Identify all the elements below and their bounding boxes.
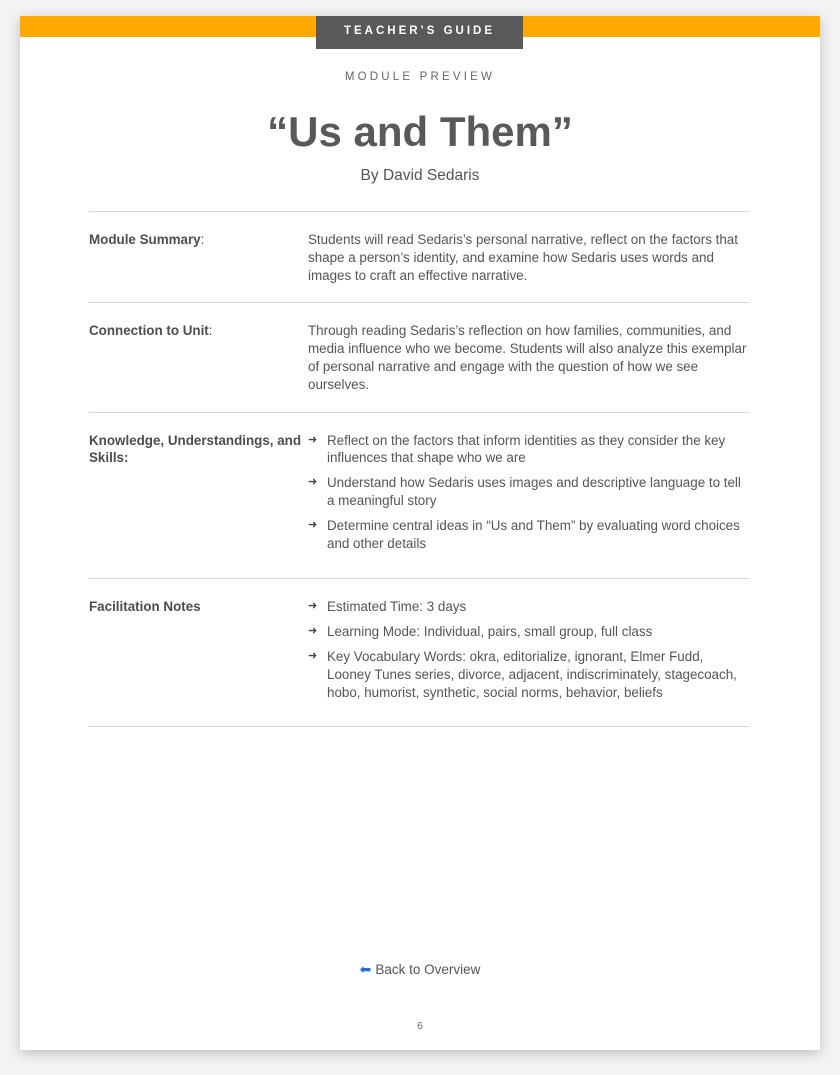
arrow-left-icon: ⬅ <box>359 961 372 977</box>
list-item: ➜ Key Vocabulary Words: okra, editorialize, ignorant, Elmer Fudd, Looney Tunes series, divorce, adjacent, indiscriminately, stagecoach, hobo, humorist, synthetic, social norms, behavior, beliefs <box>308 648 737 700</box>
row-label: Knowledge, Understandings, and Skills: <box>89 432 302 466</box>
arrow-right-icon: ➜ <box>308 433 318 446</box>
row-knowledge-skills <box>89 413 750 580</box>
arrow-right-icon: ➜ <box>308 649 318 662</box>
arrow-right-icon: ➜ <box>308 600 318 613</box>
bullet-list <box>308 432 750 553</box>
arrow-right-icon: ➜ <box>308 625 318 638</box>
row-label: Facilitation Notes <box>89 599 201 615</box>
row-value: Through reading Sedaris’s reflection on how families, communities, and media influence who we become. Students will also analyze this exemplar of personal narrative and engage with the question of how we see ourselves. <box>308 323 747 392</box>
row-value: Students will read Sedaris’s personal narrative, reflect on the factors that shape a person’s identity, and examine how Sedaris uses words and images to craft an effective narrative. <box>308 232 738 283</box>
author-byline: By David Sedaris <box>360 167 480 184</box>
list-item: ➜ Estimated Time: 3 days <box>308 599 467 615</box>
list-item: ➜ Learning Mode: Individual, pairs, small group, full class <box>308 624 653 640</box>
row-label: Connection to Unit: <box>89 323 213 339</box>
module-info-table <box>89 211 750 727</box>
row-module-summary <box>89 212 750 303</box>
page <box>20 16 820 1050</box>
bullet-list <box>308 598 750 701</box>
arrow-right-icon: ➜ <box>308 518 318 531</box>
list-item: ➜ Understand how Sedaris uses images and descriptive language to tell a meaningful story <box>308 475 741 508</box>
list-item: ➜ Reflect on the factors that inform identities as they consider the key influences that shape who we are <box>308 432 726 466</box>
row-facilitation-notes <box>89 579 750 727</box>
module-preview-label: MODULE PREVIEW <box>344 71 496 83</box>
row-connection-to-unit <box>89 303 750 412</box>
row-label: Module Summary: <box>89 232 205 247</box>
arrow-right-icon: ➜ <box>308 476 318 489</box>
teachers-guide-tab: TEACHER’S GUIDE <box>316 16 523 49</box>
back-to-overview-link[interactable]: ⬅ Back to Overview <box>359 961 481 977</box>
page-title: “Us and Them” <box>267 108 573 155</box>
list-item: ➜ Determine central ideas in “Us and Them” by evaluating word choices and other details <box>308 517 740 551</box>
page-number: 6 <box>417 1020 423 1032</box>
